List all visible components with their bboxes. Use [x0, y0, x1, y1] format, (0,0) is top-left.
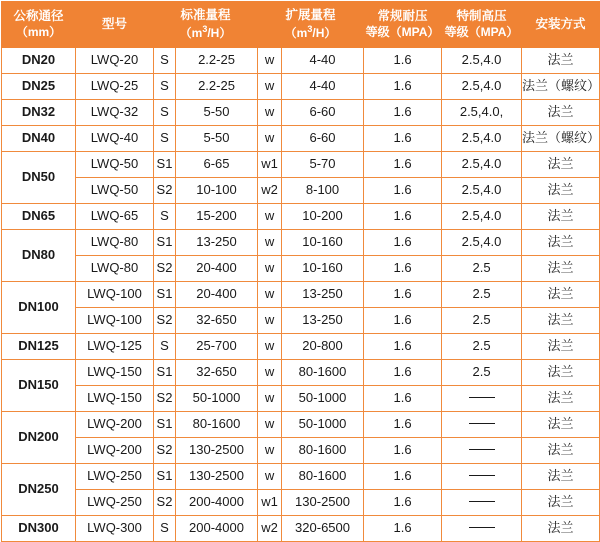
cell-model: LWQ-100	[76, 308, 154, 334]
cell-installation-type: 法兰（螺纹）	[522, 74, 600, 100]
cell-installation-type: 法兰	[522, 334, 600, 360]
cell-extended-range: 5-70	[282, 152, 364, 178]
cell-extended-range: 4-40	[282, 48, 364, 74]
cell-extended-symbol: w	[258, 334, 282, 360]
cell-installation-type: 法兰	[522, 178, 600, 204]
cell-standard-symbol: S1	[154, 360, 176, 386]
cell-standard-symbol: S1	[154, 412, 176, 438]
cell-installation-type: 法兰（螺纹）	[522, 126, 600, 152]
cell-high-pressure	[442, 386, 522, 412]
table-row	[2, 230, 600, 256]
cell-high-pressure: 2.5	[442, 256, 522, 282]
cell-high-pressure	[442, 464, 522, 490]
table-row	[2, 74, 600, 100]
column-header-4	[364, 2, 442, 48]
cell-installation-type: 法兰	[522, 516, 600, 542]
table-row	[2, 100, 600, 126]
cell-extended-range: 13-250	[282, 282, 364, 308]
cell-standard-range: 130-2500	[176, 464, 258, 490]
em-dash	[469, 527, 495, 528]
table-header	[2, 2, 600, 48]
cell-standard-symbol: S1	[154, 152, 176, 178]
cell-standard-symbol: S	[154, 516, 176, 542]
cell-high-pressure: 2.5,4.0	[442, 152, 522, 178]
cell-installation-type: 法兰	[522, 464, 600, 490]
column-header-line1: 常规耐压	[377, 9, 428, 24]
em-dash	[469, 501, 495, 502]
cell-high-pressure: 2.5	[442, 308, 522, 334]
table-row	[2, 178, 600, 204]
cell-standard-pressure: 1.6	[364, 438, 442, 464]
cell-standard-range: 200-4000	[176, 516, 258, 542]
cell-extended-symbol: w	[258, 230, 282, 256]
cell-high-pressure: 2.5	[442, 334, 522, 360]
cell-extended-symbol: w	[258, 204, 282, 230]
cell-high-pressure	[442, 490, 522, 516]
cell-standard-range: 200-4000	[176, 490, 258, 516]
cell-extended-range: 13-250	[282, 308, 364, 334]
cell-model: LWQ-200	[76, 412, 154, 438]
table-row	[2, 152, 600, 178]
cell-extended-range: 80-1600	[282, 360, 364, 386]
cell-model: LWQ-150	[76, 386, 154, 412]
cell-nominal-diameter: DN25	[2, 74, 76, 100]
cell-high-pressure	[442, 516, 522, 542]
cell-standard-pressure: 1.6	[364, 308, 442, 334]
cell-extended-symbol: w	[258, 100, 282, 126]
table-header-row	[2, 2, 600, 48]
column-header-line1: 标准量程	[180, 8, 231, 23]
column-header-line1: 安装方式	[535, 16, 586, 31]
column-header-5	[442, 2, 522, 48]
table-row	[2, 464, 600, 490]
cell-nominal-diameter: DN20	[2, 48, 76, 74]
cell-model: LWQ-20	[76, 48, 154, 74]
cell-standard-pressure: 1.6	[364, 152, 442, 178]
cell-model: LWQ-50	[76, 178, 154, 204]
cell-model: LWQ-150	[76, 360, 154, 386]
column-header-line2: 等级（MPA）	[444, 24, 519, 39]
column-header-line2: $(m^3/H)$	[284, 23, 337, 40]
cell-standard-symbol: S2	[154, 386, 176, 412]
cell-extended-symbol: w	[258, 74, 282, 100]
cell-standard-symbol: S1	[154, 230, 176, 256]
cell-installation-type: 法兰	[522, 282, 600, 308]
cell-standard-range: 25-700	[176, 334, 258, 360]
cell-standard-range: 2.2-25	[176, 48, 258, 74]
cell-standard-range: 10-100	[176, 178, 258, 204]
cell-model: LWQ-50	[76, 152, 154, 178]
cell-high-pressure: 2.5	[442, 360, 522, 386]
cell-extended-range: 50-1000	[282, 412, 364, 438]
cell-standard-range: 20-400	[176, 256, 258, 282]
cell-standard-pressure: 1.6	[364, 178, 442, 204]
cell-standard-range: 32-650	[176, 360, 258, 386]
cell-installation-type: 法兰	[522, 230, 600, 256]
cell-model: LWQ-80	[76, 256, 154, 282]
cell-model: LWQ-100	[76, 282, 154, 308]
column-header-line2: （mm）	[15, 24, 62, 39]
cell-standard-range: 6-65	[176, 152, 258, 178]
cell-extended-range: 6-60	[282, 100, 364, 126]
cell-standard-pressure: 1.6	[364, 334, 442, 360]
cell-standard-symbol: S	[154, 126, 176, 152]
cell-installation-type: 法兰	[522, 360, 600, 386]
cell-model: LWQ-40	[76, 126, 154, 152]
specification-table	[1, 1, 600, 542]
cell-high-pressure: 2.5,4.0	[442, 178, 522, 204]
cell-high-pressure: 2.5,4.0	[442, 230, 522, 256]
table-row	[2, 360, 600, 386]
cell-standard-pressure: 1.6	[364, 360, 442, 386]
column-header-2	[154, 2, 258, 48]
cell-nominal-diameter: DN300	[2, 516, 76, 542]
cell-installation-type: 法兰	[522, 438, 600, 464]
cell-standard-range: 13-250	[176, 230, 258, 256]
cell-high-pressure: 2.5,4.0,	[442, 100, 522, 126]
cell-high-pressure	[442, 438, 522, 464]
cell-extended-symbol: w1	[258, 490, 282, 516]
column-header-line1: 扩展量程	[285, 8, 336, 23]
cell-extended-range: 130-2500	[282, 490, 364, 516]
cell-standard-pressure: 1.6	[364, 412, 442, 438]
column-header-line1: 特制高压	[456, 9, 507, 24]
cell-extended-range: 50-1000	[282, 386, 364, 412]
table-row	[2, 282, 600, 308]
cell-standard-symbol: S2	[154, 178, 176, 204]
cell-extended-symbol: w	[258, 438, 282, 464]
cell-extended-range: 10-160	[282, 230, 364, 256]
cell-standard-pressure: 1.6	[364, 48, 442, 74]
column-header-line2: $(m^3/H)$	[179, 23, 232, 40]
table-row	[2, 438, 600, 464]
table-body	[2, 48, 600, 542]
cell-installation-type: 法兰	[522, 490, 600, 516]
cell-extended-range: 6-60	[282, 126, 364, 152]
cell-extended-range: 20-800	[282, 334, 364, 360]
cell-nominal-diameter: DN50	[2, 152, 76, 204]
cell-extended-symbol: w	[258, 412, 282, 438]
cell-standard-range: 15-200	[176, 204, 258, 230]
cell-extended-range: 8-100	[282, 178, 364, 204]
cell-standard-pressure: 1.6	[364, 516, 442, 542]
cell-nominal-diameter: DN32	[2, 100, 76, 126]
table-row	[2, 412, 600, 438]
cell-standard-range: 130-2500	[176, 438, 258, 464]
cell-extended-symbol: w2	[258, 516, 282, 542]
em-dash	[469, 449, 495, 450]
cell-extended-symbol: w	[258, 48, 282, 74]
cell-high-pressure: 2.5,4.0	[442, 48, 522, 74]
column-header-line1: 型号	[101, 16, 127, 31]
cell-installation-type: 法兰	[522, 412, 600, 438]
cell-extended-symbol: w	[258, 386, 282, 412]
cell-standard-symbol: S	[154, 74, 176, 100]
cell-standard-pressure: 1.6	[364, 256, 442, 282]
cell-extended-symbol: w1	[258, 152, 282, 178]
cell-nominal-diameter: DN100	[2, 282, 76, 334]
cell-standard-range: 32-650	[176, 308, 258, 334]
cell-high-pressure: 2.5,4.0	[442, 204, 522, 230]
cell-high-pressure: 2.5	[442, 282, 522, 308]
cell-extended-symbol: w	[258, 282, 282, 308]
cell-model: LWQ-32	[76, 100, 154, 126]
cell-extended-symbol: w	[258, 256, 282, 282]
cell-nominal-diameter: DN200	[2, 412, 76, 464]
cell-standard-range: 5-50	[176, 100, 258, 126]
cell-standard-symbol: S2	[154, 256, 176, 282]
cell-standard-symbol: S	[154, 48, 176, 74]
cell-standard-pressure: 1.6	[364, 100, 442, 126]
cell-installation-type: 法兰	[522, 152, 600, 178]
cell-installation-type: 法兰	[522, 48, 600, 74]
cell-extended-range: 10-200	[282, 204, 364, 230]
cell-extended-symbol: w	[258, 308, 282, 334]
cell-model: LWQ-250	[76, 464, 154, 490]
cell-extended-symbol: w2	[258, 178, 282, 204]
cell-high-pressure: 2.5,4.0	[442, 74, 522, 100]
cell-standard-symbol: S2	[154, 490, 176, 516]
cell-installation-type: 法兰	[522, 204, 600, 230]
table-row	[2, 126, 600, 152]
cell-nominal-diameter: DN150	[2, 360, 76, 412]
cell-extended-range: 4-40	[282, 74, 364, 100]
cell-standard-symbol: S2	[154, 308, 176, 334]
cell-model: LWQ-80	[76, 230, 154, 256]
cell-installation-type: 法兰	[522, 386, 600, 412]
cell-standard-pressure: 1.6	[364, 126, 442, 152]
cell-model: LWQ-200	[76, 438, 154, 464]
cell-standard-range: 2.2-25	[176, 74, 258, 100]
cell-standard-symbol: S	[154, 204, 176, 230]
cell-nominal-diameter: DN65	[2, 204, 76, 230]
cell-nominal-diameter: DN125	[2, 334, 76, 360]
em-dash	[469, 475, 495, 476]
cell-installation-type: 法兰	[522, 308, 600, 334]
cell-model: LWQ-65	[76, 204, 154, 230]
cell-standard-pressure: 1.6	[364, 74, 442, 100]
cell-standard-symbol: S	[154, 334, 176, 360]
cell-standard-range: 20-400	[176, 282, 258, 308]
cell-extended-range: 320-6500	[282, 516, 364, 542]
cell-standard-pressure: 1.6	[364, 490, 442, 516]
cell-installation-type: 法兰	[522, 100, 600, 126]
cell-high-pressure	[442, 412, 522, 438]
cell-standard-range: 80-1600	[176, 412, 258, 438]
column-header-1	[76, 2, 154, 48]
table-row	[2, 334, 600, 360]
cell-standard-range: 50-1000	[176, 386, 258, 412]
cell-standard-pressure: 1.6	[364, 282, 442, 308]
cell-model: LWQ-300	[76, 516, 154, 542]
em-dash	[469, 423, 495, 424]
cell-extended-symbol: w	[258, 126, 282, 152]
cell-extended-range: 80-1600	[282, 464, 364, 490]
column-header-0	[2, 2, 76, 48]
cell-model: LWQ-250	[76, 490, 154, 516]
table-row	[2, 204, 600, 230]
table-row	[2, 256, 600, 282]
cell-model: LWQ-125	[76, 334, 154, 360]
cell-standard-symbol: S1	[154, 464, 176, 490]
cell-nominal-diameter: DN250	[2, 464, 76, 516]
cell-nominal-diameter: DN80	[2, 230, 76, 282]
cell-high-pressure: 2.5,4.0	[442, 126, 522, 152]
cell-standard-symbol: S	[154, 100, 176, 126]
column-header-6	[522, 2, 600, 48]
column-header-line2: 等级（MPA）	[365, 24, 440, 39]
cell-standard-pressure: 1.6	[364, 204, 442, 230]
cell-model: LWQ-25	[76, 74, 154, 100]
cell-standard-symbol: S1	[154, 282, 176, 308]
cell-standard-pressure: 1.6	[364, 464, 442, 490]
cell-extended-range: 10-160	[282, 256, 364, 282]
cell-nominal-diameter: DN40	[2, 126, 76, 152]
column-header-line1: 公称通径	[13, 9, 64, 24]
cell-standard-pressure: 1.6	[364, 386, 442, 412]
column-header-3	[258, 2, 364, 48]
cell-extended-range: 80-1600	[282, 438, 364, 464]
cell-standard-pressure: 1.6	[364, 230, 442, 256]
table-row	[2, 516, 600, 542]
table-row	[2, 48, 600, 74]
cell-standard-range: 5-50	[176, 126, 258, 152]
cell-standard-symbol: S2	[154, 438, 176, 464]
table-row	[2, 386, 600, 412]
table-row	[2, 490, 600, 516]
em-dash	[469, 397, 495, 398]
cell-extended-symbol: w	[258, 360, 282, 386]
table-row	[2, 308, 600, 334]
cell-installation-type: 法兰	[522, 256, 600, 282]
cell-extended-symbol: w	[258, 464, 282, 490]
